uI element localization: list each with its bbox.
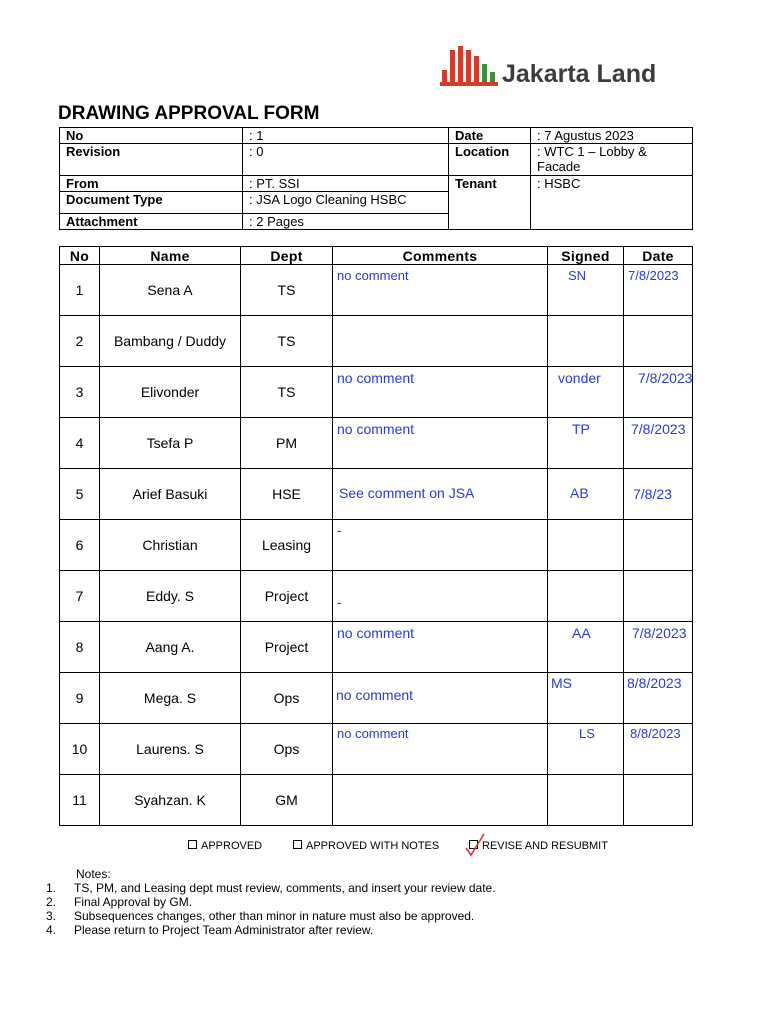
row-dept: TS — [241, 367, 333, 418]
date-label: Date — [449, 128, 531, 144]
date-value: : 7 Agustus 2023 — [531, 128, 693, 144]
table-row — [60, 265, 693, 316]
table-row — [60, 520, 693, 571]
row-name: Mega. S — [100, 673, 241, 724]
row-comment-cell — [333, 520, 548, 571]
table-row — [60, 775, 693, 826]
row-no: 10 — [60, 724, 100, 775]
revision-label: Revision — [60, 144, 243, 176]
document-type-value: : JSA Logo Cleaning HSBC — [243, 192, 449, 214]
row-signed-cell — [548, 367, 624, 418]
col-header-date: Date — [624, 247, 693, 265]
row-signed-cell — [548, 571, 624, 622]
no-value: : 1 — [243, 128, 449, 144]
row-date-cell — [624, 469, 693, 520]
option-approved-with-notes-label: APPROVED WITH NOTES — [306, 840, 440, 852]
row-comment: no comment — [337, 726, 409, 741]
row-signed: AA — [572, 625, 591, 641]
row-no: 4 — [60, 418, 100, 469]
row-date: 7/8/2023 — [638, 370, 693, 386]
col-header-no: No — [60, 247, 100, 265]
approved-with-notes-checkbox-icon[interactable] — [293, 840, 302, 849]
row-no: 8 — [60, 622, 100, 673]
row-signed: vonder — [558, 370, 601, 386]
table-row — [60, 418, 693, 469]
row-signed-cell — [548, 520, 624, 571]
row-signed-cell — [548, 265, 624, 316]
row-name: Sena A — [100, 265, 241, 316]
row-date-cell — [624, 673, 693, 724]
tenant-value: : HSBC — [531, 176, 693, 230]
header-table — [59, 127, 693, 230]
tenant-label: Tenant — [449, 176, 531, 230]
option-approved-label: APPROVED — [201, 840, 263, 852]
row-comment: no comment — [337, 268, 409, 283]
row-signed-cell — [548, 622, 624, 673]
table-row — [60, 673, 693, 724]
row-signed-cell — [548, 673, 624, 724]
row-comment: - — [337, 594, 342, 610]
row-signed-cell — [548, 316, 624, 367]
table-row — [60, 622, 693, 673]
row-no: 5 — [60, 469, 100, 520]
row-dept: Project — [241, 622, 333, 673]
from-value: : PT. SSI — [243, 176, 449, 192]
table-row — [60, 571, 693, 622]
row-dept: TS — [241, 265, 333, 316]
row-no: 2 — [60, 316, 100, 367]
row-date: 7/8/2023 — [632, 625, 687, 641]
row-comment-cell — [333, 622, 548, 673]
row-signed: AB — [570, 485, 589, 501]
location-label: Location — [449, 144, 531, 176]
col-header-dept: Dept — [241, 247, 333, 265]
row-dept: PM — [241, 418, 333, 469]
row-signed: TP — [572, 421, 590, 437]
notes-list — [46, 881, 686, 937]
row-comment-cell — [333, 673, 548, 724]
row-date-cell — [624, 520, 693, 571]
row-date-cell — [624, 571, 693, 622]
row-date: 8/8/2023 — [627, 675, 682, 691]
row-dept: TS — [241, 316, 333, 367]
row-date-cell — [624, 622, 693, 673]
row-no: 9 — [60, 673, 100, 724]
row-dept: HSE — [241, 469, 333, 520]
row-no: 3 — [60, 367, 100, 418]
table-row — [60, 724, 693, 775]
row-comment-cell — [333, 367, 548, 418]
row-name: Laurens. S — [100, 724, 241, 775]
approval-table — [59, 246, 693, 826]
row-signed-cell — [548, 469, 624, 520]
no-label: No — [60, 128, 243, 144]
row-comment-cell — [333, 724, 548, 775]
row-date-cell — [624, 724, 693, 775]
option-revise-and-resubmit[interactable] — [469, 840, 608, 852]
table-row — [60, 469, 693, 520]
option-approved-with-notes[interactable] — [293, 840, 439, 852]
location-value: : WTC 1 – Lobby & Facade — [531, 144, 693, 176]
row-date-cell — [624, 367, 693, 418]
note-item: 4. Please return to Project Team Administrator after review. — [46, 923, 374, 937]
from-label: From — [60, 176, 243, 192]
row-date-cell — [624, 775, 693, 826]
option-approved[interactable] — [188, 840, 262, 852]
row-dept: Ops — [241, 724, 333, 775]
row-date: 7/8/2023 — [628, 268, 679, 283]
row-comment-cell — [333, 265, 548, 316]
row-comment-cell — [333, 775, 548, 826]
row-comment-cell — [333, 571, 548, 622]
row-comment-cell — [333, 469, 548, 520]
note-item: 2. Final Approval by GM. — [46, 895, 193, 909]
option-revise-label: REVISE AND RESUBMIT — [482, 840, 608, 852]
row-date-cell — [624, 265, 693, 316]
row-name: Aang A. — [100, 622, 241, 673]
row-comment-cell — [333, 316, 548, 367]
row-name: Arief Basuki — [100, 469, 241, 520]
row-name: Syahzan. K — [100, 775, 241, 826]
row-dept: Project — [241, 571, 333, 622]
approved-checkbox-icon[interactable] — [188, 840, 197, 849]
row-name: Bambang / Duddy — [100, 316, 241, 367]
document-type-label: Document Type — [60, 192, 243, 214]
row-no: 1 — [60, 265, 100, 316]
row-signed-cell — [548, 775, 624, 826]
row-comment: - — [337, 522, 342, 538]
row-name: Christian — [100, 520, 241, 571]
row-name: Elivonder — [100, 367, 241, 418]
row-dept: Leasing — [241, 520, 333, 571]
form-title: DRAWING APPROVAL FORM — [58, 103, 320, 124]
row-date-cell — [624, 418, 693, 469]
row-date: 7/8/23 — [633, 486, 672, 502]
row-name: Tsefa P — [100, 418, 241, 469]
row-comment-cell — [333, 418, 548, 469]
row-date: 7/8/2023 — [631, 421, 686, 437]
revision-value: : 0 — [243, 144, 449, 176]
note-item: 3. Subsequences changes, other than minor in nature must also be approved. — [46, 909, 475, 923]
col-header-comments: Comments — [333, 247, 548, 265]
row-comment: See comment on JSA — [339, 485, 475, 501]
table-header-row — [60, 247, 693, 265]
row-comment: no comment — [337, 370, 415, 386]
row-signed: MS — [551, 675, 572, 691]
note-item: 1. TS, PM, and Leasing dept must review, comments, and insert your review date. — [46, 881, 496, 895]
attachment-value: : 2 Pages — [243, 214, 449, 230]
row-no: 7 — [60, 571, 100, 622]
table-row — [60, 316, 693, 367]
col-header-name: Name — [100, 247, 241, 265]
row-comment: no comment — [337, 421, 415, 437]
row-signed: LS — [579, 726, 595, 741]
row-signed-cell — [548, 724, 624, 775]
row-dept: GM — [241, 775, 333, 826]
row-no: 11 — [60, 775, 100, 826]
table-row — [60, 367, 693, 418]
logo-text: Jakarta Land — [502, 60, 657, 88]
row-name: Eddy. S — [100, 571, 241, 622]
row-no: 6 — [60, 520, 100, 571]
row-comment: no comment — [336, 687, 414, 703]
attachment-label: Attachment — [60, 214, 243, 230]
col-header-signed: Signed — [548, 247, 624, 265]
row-comment: no comment — [337, 625, 415, 641]
row-date: 8/8/2023 — [630, 726, 681, 741]
row-signed: SN — [568, 268, 587, 283]
row-date-cell — [624, 316, 693, 367]
checkmark-icon — [464, 832, 486, 858]
row-dept: Ops — [241, 673, 333, 724]
row-signed-cell — [548, 418, 624, 469]
notes-title: Notes: — [76, 867, 111, 881]
